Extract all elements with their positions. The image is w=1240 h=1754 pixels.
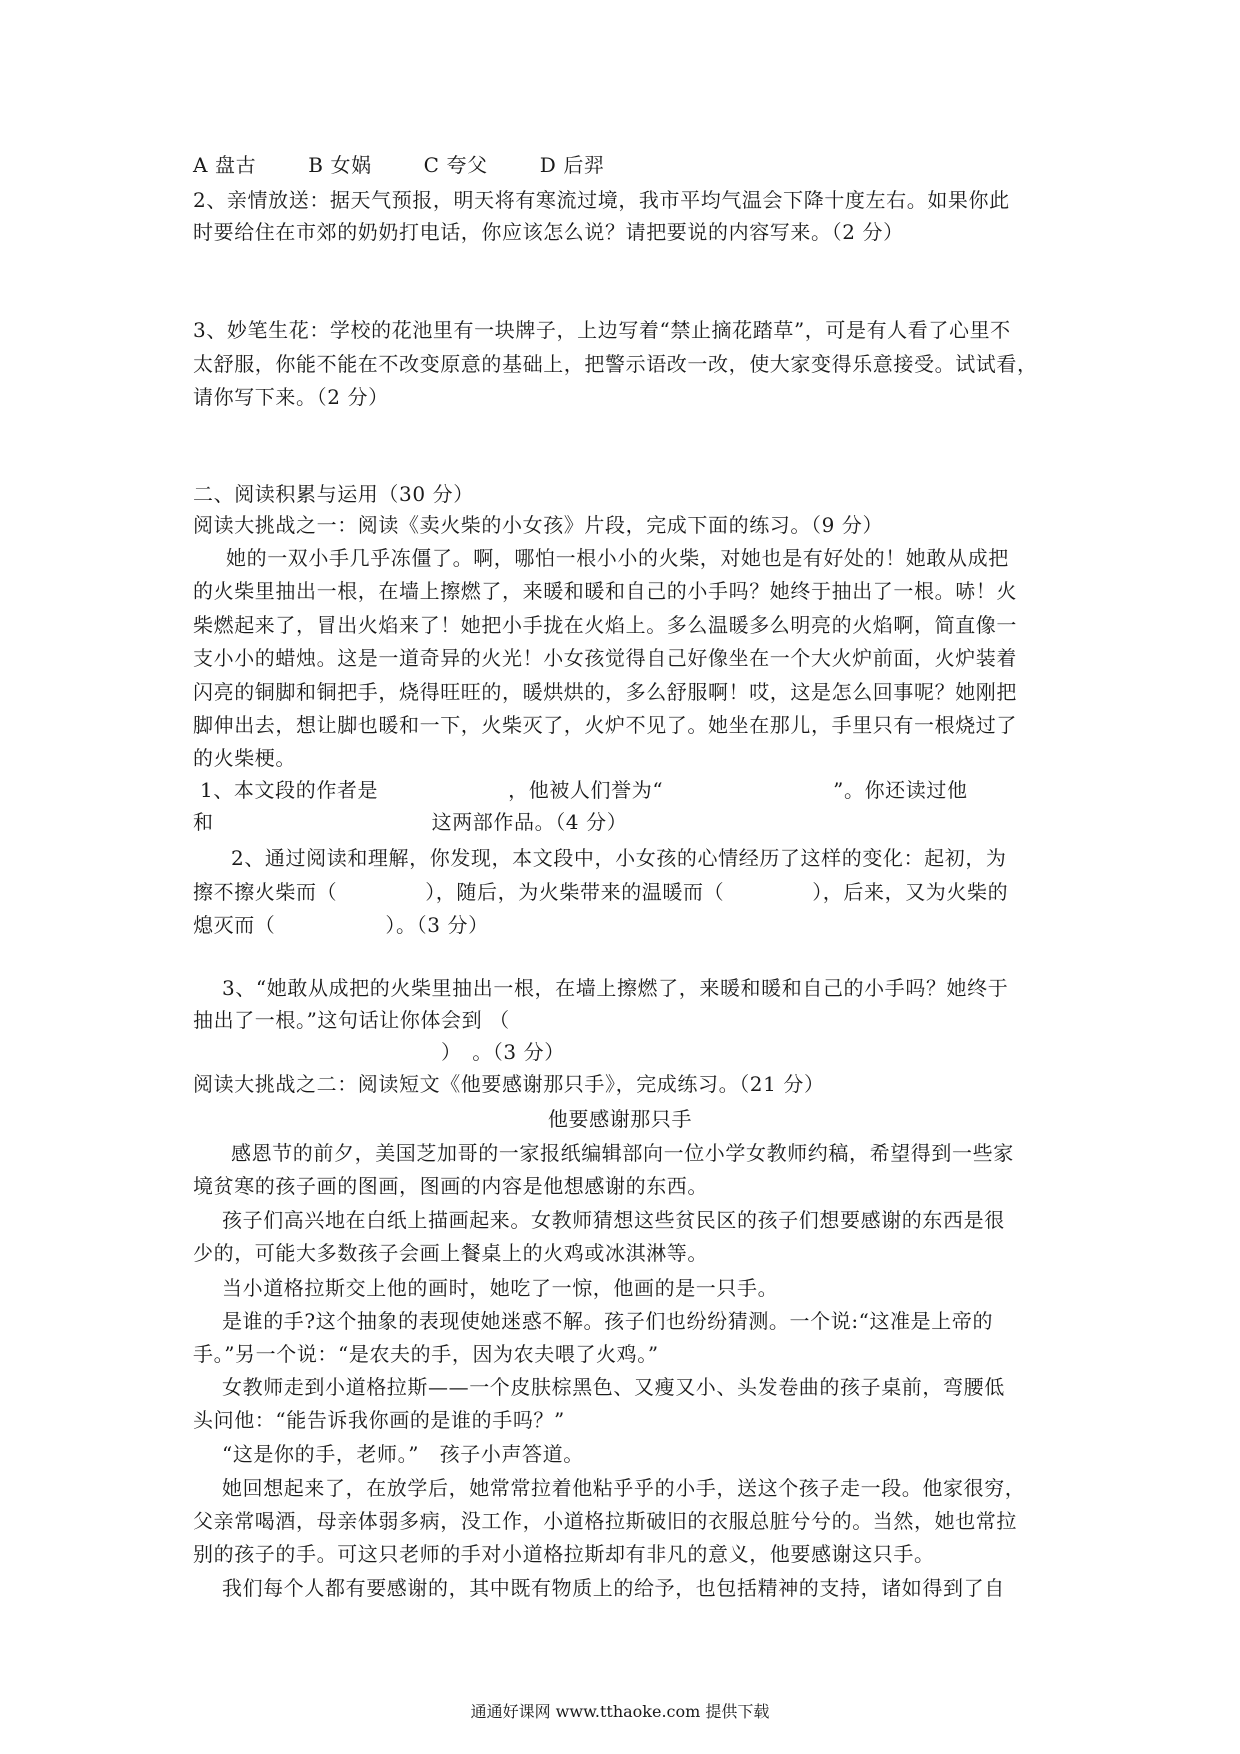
footer-credit: 通通好课网 www.tthaoke.com 提供下载 <box>470 1702 770 1721</box>
passage-2-line: 孩子们高兴地在白纸上描画起来。女教师猜想这些贫民区的孩子们想要感谢的东西是很 <box>222 1208 1005 1232</box>
question-3-line: 太舒服，你能不能在不改变原意的基础上，把警示语改一改，使大家变得乐意接受。试试看， <box>193 352 1038 376</box>
reading-1-question-2-cont <box>193 910 1063 940</box>
question-text: ”。你还读过他 <box>833 778 968 802</box>
passage-2-line: 少的，可能大多数孩子会画上餐桌上的火鸡或冰淇淋等。 <box>193 1241 708 1265</box>
reading-1-question-3-cont: ） 。（3 分） <box>441 1040 565 1064</box>
passage-2-line: 我们每个人都有要感谢的，其中既有物质上的给予，也包括精神的支持，诸如得到了自 <box>222 1576 1005 1600</box>
question-2-line: 2、亲情放送：据天气预报，明天将有寒流过境，我市平均气温会下降十度左右。如果你此 <box>193 188 1010 212</box>
question-text: ）。（3 分） <box>385 913 489 937</box>
question-text: 和 <box>193 810 214 834</box>
reading-1-question-2-cont <box>193 877 1063 907</box>
passage-1-line: 她的一双小手几乎冻僵了。啊，哪怕一根小小的火柴，对她也是有好处的！她敢从成把 <box>226 546 1009 570</box>
passage-2-line: 头问他：“能告诉我你画的是谁的手吗？” <box>193 1408 565 1432</box>
option-d: D 后羿 <box>539 153 605 177</box>
answer-options <box>193 150 1063 180</box>
passage-1-line: 闪亮的铜脚和铜把手，烧得旺旺的，暖烘烘的，多么舒服啊！哎，这是怎么回事呢？她刚把 <box>193 680 1017 704</box>
reading-1-question-3: 3、“她敢从成把的火柴里抽出一根，在墙上擦燃了，来暖和暖和自己的小手吗？她终于 <box>222 976 1009 1000</box>
option-b: B 女娲 <box>308 153 372 177</box>
passage-2-line: 女教师走到小道格拉斯——一个皮肤棕黑色、又瘦又小、头发卷曲的孩子桌前，弯腰低 <box>222 1375 1005 1399</box>
passage-2-title: 他要感谢那只手 <box>547 1107 693 1131</box>
question-2-line: 时要给住在市郊的奶奶打电话，你应该怎么说？请把要说的内容写来。（2 分） <box>193 220 904 244</box>
passage-1-line: 的火柴里抽出一根，在墙上擦燃了，来暖和暖和自己的小手吗？她终于抽出了一根。哧！火 <box>193 579 1017 603</box>
reading-1-intro: 阅读大挑战之一：阅读《卖火柴的小女孩》片段，完成下面的练习。（9 分） <box>193 513 884 537</box>
passage-2-line: 是谁的手?这个抽象的表现使她迷惑不解。孩子们也纷纷猜测。一个说:“这准是上帝的 <box>222 1309 994 1333</box>
passage-2-line: “这是你的手，老师。” 孩子小声答道。 <box>222 1442 584 1466</box>
reading-1-question-1-cont <box>193 807 1063 837</box>
question-text: 1、本文段的作者是 <box>200 778 379 802</box>
option-c: C 夸父 <box>423 153 488 177</box>
question-text: ，他被人们誉为“ <box>508 778 664 802</box>
passage-2-line: 感恩节的前夕，美国芝加哥的一家报纸编辑部向一位小学女教师约稿，希望得到一些家 <box>231 1141 1014 1165</box>
question-text: 熄灭而（ <box>193 913 276 937</box>
passage-1-line: 的火柴梗。 <box>193 746 296 770</box>
option-a: A 盘古 <box>193 153 257 177</box>
passage-2-line: 境贫寒的孩子画的图画，图画的内容是他想感谢的东西。 <box>193 1174 708 1198</box>
passage-2-line: 当小道格拉斯交上他的画时，她吃了一惊，他画的是一只手。 <box>222 1276 779 1300</box>
question-text: 擦不擦火柴而（ <box>193 880 338 904</box>
question-text: 这两部作品。（4 分） <box>431 810 628 834</box>
reading-1-question-2: 2、通过阅读和理解，你发现，本文段中，小女孩的心情经历了这样的变化：起初，为 <box>231 846 1007 870</box>
reading-2-intro: 阅读大挑战之二：阅读短文《他要感谢那只手》，完成练习。（21 分） <box>193 1072 825 1096</box>
passage-1-line: 柴燃起来了，冒出火焰来了！她把小手拢在火焰上。多么温暖多么明亮的火焰啊，简直像一 <box>193 613 1017 637</box>
passage-2-line: 她回想起来了，在放学后，她常常拉着他粘乎乎的小手，送这个孩子走一段。他家很穷， <box>222 1476 1026 1500</box>
passage-2-line: 父亲常喝酒，母亲体弱多病，没工作，小道格拉斯破旧的衣服总脏兮兮的。当然，她也常拉 <box>193 1509 1017 1533</box>
passage-1-line: 支小小的蜡烛。这是一道奇异的火光！小女孩觉得自己好像坐在一个大火炉前面，火炉装着 <box>193 646 1017 670</box>
question-text: ），后来，又为火柴的 <box>812 880 1009 904</box>
question-3-line: 请你写下来。（2 分） <box>193 385 389 409</box>
question-3-line: 3、妙笔生花：学校的花池里有一块牌子，上边写着“禁止摘花踏草”，可是有人看了心里不 <box>193 318 1011 342</box>
passage-1-line: 脚伸出去，想让脚也暖和一下，火柴灭了，火炉不见了。她坐在那儿，手里只有一根烧过了 <box>193 713 1017 737</box>
passage-2-line: 手。”另一个说：“是农夫的手，因为农夫喂了火鸡。” <box>193 1342 659 1366</box>
reading-1-question-1 <box>200 775 1070 805</box>
reading-1-question-3-cont: 抽出了一根。”这句话让你体会到 （ <box>193 1008 510 1032</box>
question-text: ），随后，为火柴带来的温暖而（ <box>425 880 725 904</box>
section-heading: 二、阅读积累与运用（30 分） <box>193 482 474 506</box>
passage-2-line: 别的孩子的手。可这只老师的手对小道格拉斯却有非凡的意义，他要感谢这只手。 <box>193 1542 935 1566</box>
